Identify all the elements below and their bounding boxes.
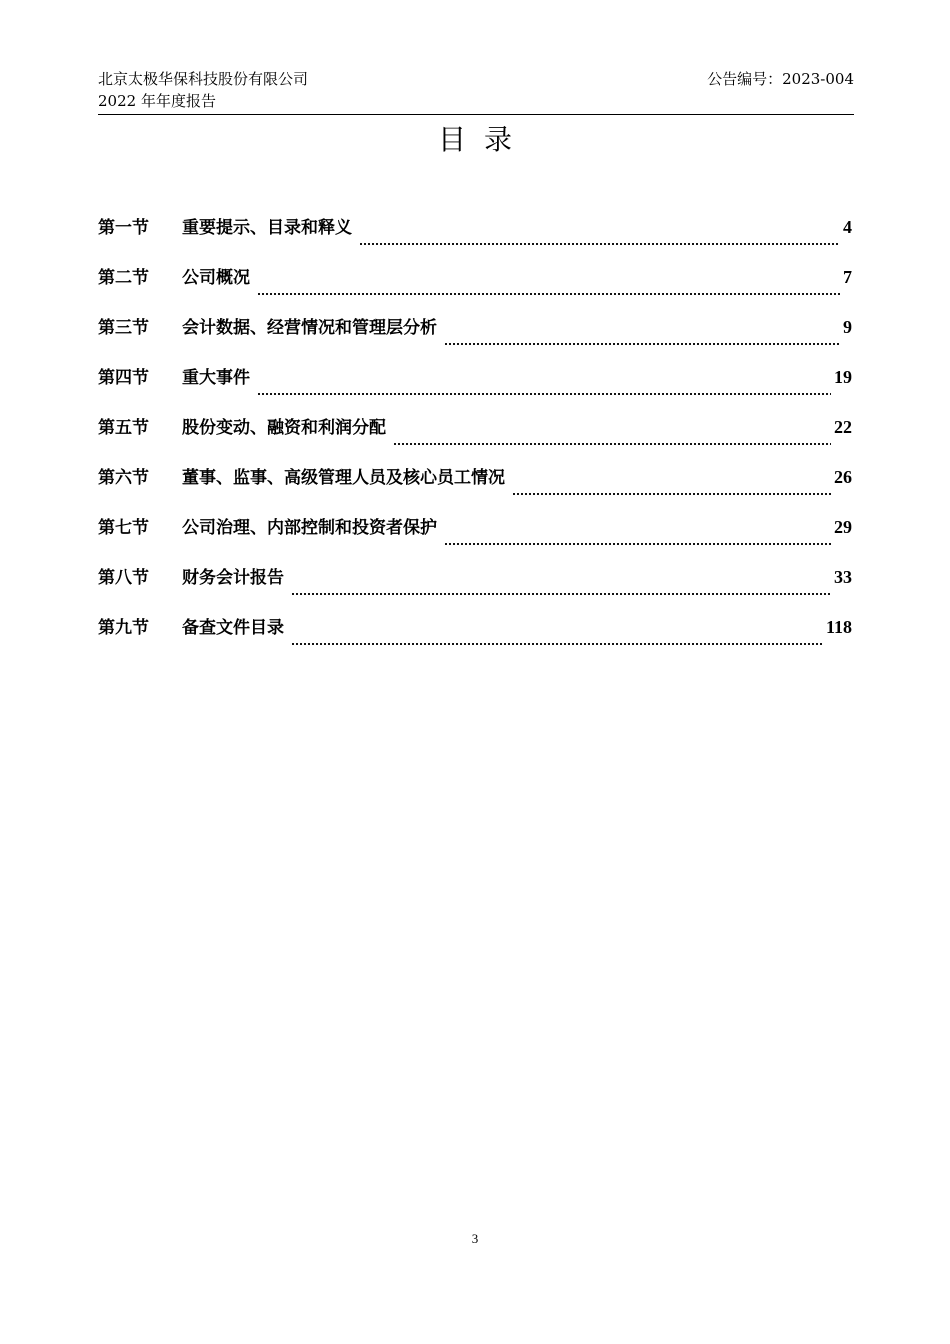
toc-section-number: 第四节 (98, 368, 149, 388)
toc-section-number: 第一节 (98, 218, 149, 238)
toc-section-number: 第六节 (98, 468, 149, 488)
toc-page-number: 7 (843, 267, 852, 287)
toc-entry[interactable] (98, 463, 852, 513)
toc-section-title: 重要提示、目录和释义 (182, 218, 352, 238)
header-company-name: 北京太极华保科技股份有限公司 (98, 70, 309, 88)
toc-section-title: 重大事件 (182, 368, 250, 388)
toc-entry[interactable] (98, 613, 852, 663)
toc-page-number: 33 (834, 567, 852, 587)
toc-entry[interactable] (98, 363, 852, 413)
toc-dot-leader (393, 443, 831, 445)
toc-page-number: 19 (834, 367, 852, 387)
toc-page-number: 22 (834, 417, 852, 437)
toc-dot-leader (257, 393, 831, 395)
toc-entry[interactable] (98, 263, 852, 313)
page-title: 目录 (437, 123, 530, 156)
toc-section-number: 第八节 (98, 568, 149, 588)
toc-entry[interactable] (98, 563, 852, 613)
toc-page-number: 9 (843, 317, 852, 337)
toc-section-number: 第三节 (98, 318, 149, 338)
toc-section-title: 公司治理、内部控制和投资者保护 (182, 518, 437, 538)
toc-section-title: 备查文件目录 (182, 618, 284, 638)
header-report-name: 2022 年年度报告 (98, 92, 216, 110)
toc-section-number: 第五节 (98, 418, 149, 438)
toc-entry[interactable] (98, 513, 852, 563)
toc-section-number: 第二节 (98, 268, 149, 288)
toc-section-title: 财务会计报告 (182, 568, 284, 588)
toc-dot-leader (257, 293, 840, 295)
toc-section-title: 股份变动、融资和利润分配 (182, 418, 386, 438)
toc-entry[interactable] (98, 413, 852, 463)
page-header (98, 68, 854, 115)
toc-dot-leader (444, 343, 840, 345)
toc-page-number: 118 (825, 617, 852, 637)
toc-section-number: 第九节 (98, 618, 149, 638)
header-notice-number: 公告编号：2023-004 (707, 70, 854, 88)
toc-page-number: 4 (843, 217, 852, 237)
toc-section-title: 公司概况 (182, 268, 250, 288)
toc-dot-leader (512, 493, 831, 495)
toc-entry[interactable] (98, 213, 852, 263)
table-of-contents (98, 213, 852, 663)
toc-dot-leader (291, 643, 823, 645)
toc-section-title: 会计数据、经营情况和管理层分析 (182, 318, 437, 338)
toc-dot-leader (359, 243, 840, 245)
toc-dot-leader (291, 593, 831, 595)
toc-section-title: 董事、监事、高级管理人员及核心员工情况 (182, 468, 505, 488)
toc-dot-leader (444, 543, 831, 545)
toc-entry[interactable] (98, 313, 852, 363)
toc-page-number: 26 (834, 467, 852, 487)
page-footer-number: 3 (471, 1231, 479, 1246)
toc-section-number: 第七节 (98, 518, 149, 538)
toc-page-number: 29 (834, 517, 852, 537)
